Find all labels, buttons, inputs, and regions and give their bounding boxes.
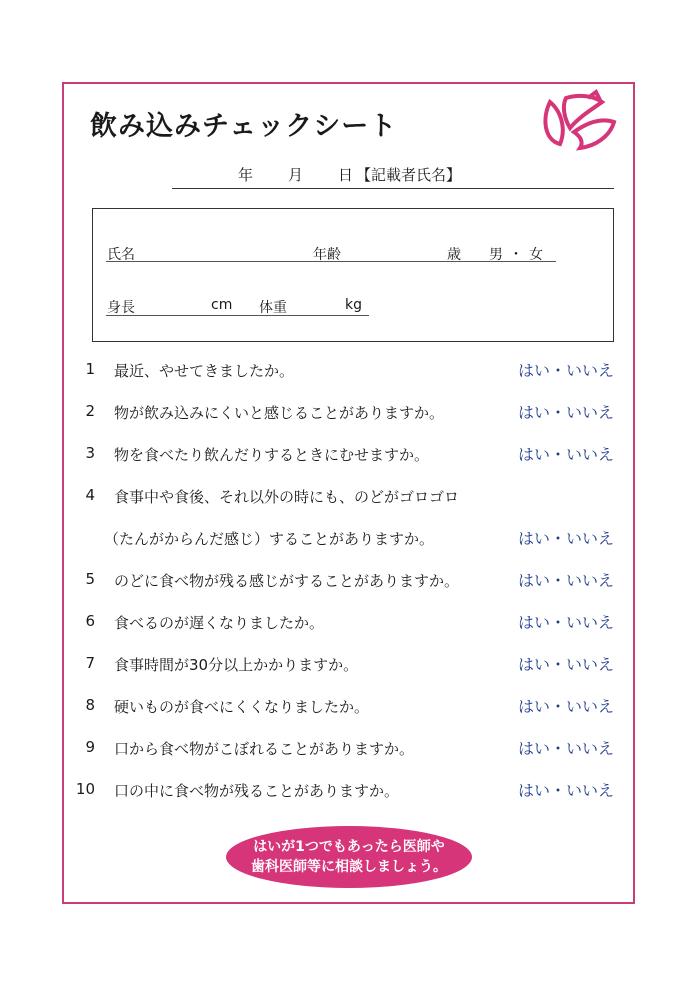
answer-options[interactable]: はい・いいえ bbox=[518, 655, 615, 674]
question-text: 物を食べたり飲んだりするときにむせますか。 bbox=[114, 446, 430, 464]
year-label: 年 bbox=[238, 166, 254, 184]
date-recorder-line[interactable] bbox=[172, 160, 614, 189]
question-text: 物が飲み込みにくいと感じることがありますか。 bbox=[114, 404, 445, 422]
height-weight-field-line[interactable] bbox=[106, 315, 369, 316]
question-row bbox=[0, 692, 700, 722]
note-line-2: 歯科医師等に相談しましょう。 bbox=[251, 859, 447, 875]
question-number: 7 bbox=[85, 654, 95, 672]
height-unit: cm bbox=[211, 297, 233, 313]
question-number: 3 bbox=[85, 444, 95, 462]
question-row bbox=[0, 776, 700, 806]
day-label: 日 bbox=[338, 166, 354, 184]
answer-options[interactable]: はい・いいえ bbox=[518, 781, 615, 800]
name-age-field-line[interactable] bbox=[106, 261, 556, 262]
cherry-blossom-logo-icon bbox=[540, 88, 620, 154]
question-number: 5 bbox=[85, 570, 95, 588]
question-row bbox=[0, 566, 700, 596]
consultation-note-badge bbox=[226, 826, 472, 888]
page-title: 飲み込みチェックシート bbox=[90, 111, 398, 142]
question-text: 最近、やせてきましたか。 bbox=[114, 362, 295, 380]
answer-options[interactable]: はい・いいえ bbox=[518, 529, 615, 548]
recorder-name-label: 【記載者氏名】 bbox=[356, 166, 462, 184]
answer-options[interactable]: はい・いいえ bbox=[518, 403, 615, 422]
question-number: 1 bbox=[85, 360, 95, 378]
question-row bbox=[0, 608, 700, 638]
patient-info-box bbox=[92, 208, 614, 342]
question-text: のどに食べ物が残る感じがすることがありますか。 bbox=[114, 572, 460, 590]
note-line-1: はいが1つでもあったら医師や bbox=[253, 839, 445, 855]
answer-options[interactable]: はい・いいえ bbox=[518, 613, 615, 632]
question-number: 6 bbox=[85, 612, 95, 630]
height-label: 身長 bbox=[107, 300, 135, 316]
question-row bbox=[0, 650, 700, 680]
question-text: 食べるのが遅くなりましたか。 bbox=[114, 614, 325, 632]
question-text: 食事中や食後、それ以外の時にも、のどがゴロゴロ bbox=[114, 488, 460, 506]
sex-option[interactable]: 男・女 bbox=[489, 247, 549, 263]
age-label: 年齢 bbox=[313, 247, 341, 263]
question-number: 9 bbox=[85, 738, 95, 756]
question-text: 硬いものが食べにくくなりましたか。 bbox=[114, 698, 370, 716]
weight-unit: kg bbox=[345, 297, 362, 313]
question-row bbox=[0, 440, 700, 470]
answer-options[interactable]: はい・いいえ bbox=[518, 697, 615, 716]
question-number: 2 bbox=[85, 402, 95, 420]
question-text: 口の中に食べ物が残ることがありますか。 bbox=[114, 782, 400, 800]
question-text-continued: （たんがからんだ感じ）することがありますか。 bbox=[104, 530, 435, 548]
answer-options[interactable]: はい・いいえ bbox=[518, 361, 615, 380]
question-row bbox=[0, 398, 700, 428]
question-number: 8 bbox=[85, 696, 95, 714]
question-row bbox=[0, 356, 700, 386]
question-number: 10 bbox=[75, 780, 95, 798]
question-row bbox=[0, 734, 700, 764]
question-number: 4 bbox=[85, 486, 95, 504]
name-label: 氏名 bbox=[107, 247, 135, 263]
answer-options[interactable]: はい・いいえ bbox=[518, 739, 615, 758]
question-text: 口から食べ物がこぼれることがありますか。 bbox=[114, 740, 415, 758]
answer-options[interactable]: はい・いいえ bbox=[518, 445, 615, 464]
answer-options[interactable]: はい・いいえ bbox=[518, 571, 615, 590]
question-row bbox=[0, 482, 700, 512]
question-row-continued bbox=[0, 524, 700, 554]
question-text: 食事時間が30分以上かかりますか。 bbox=[114, 656, 359, 674]
age-unit: 歳 bbox=[447, 247, 461, 263]
month-label: 月 bbox=[288, 166, 304, 184]
weight-label: 体重 bbox=[259, 300, 287, 316]
